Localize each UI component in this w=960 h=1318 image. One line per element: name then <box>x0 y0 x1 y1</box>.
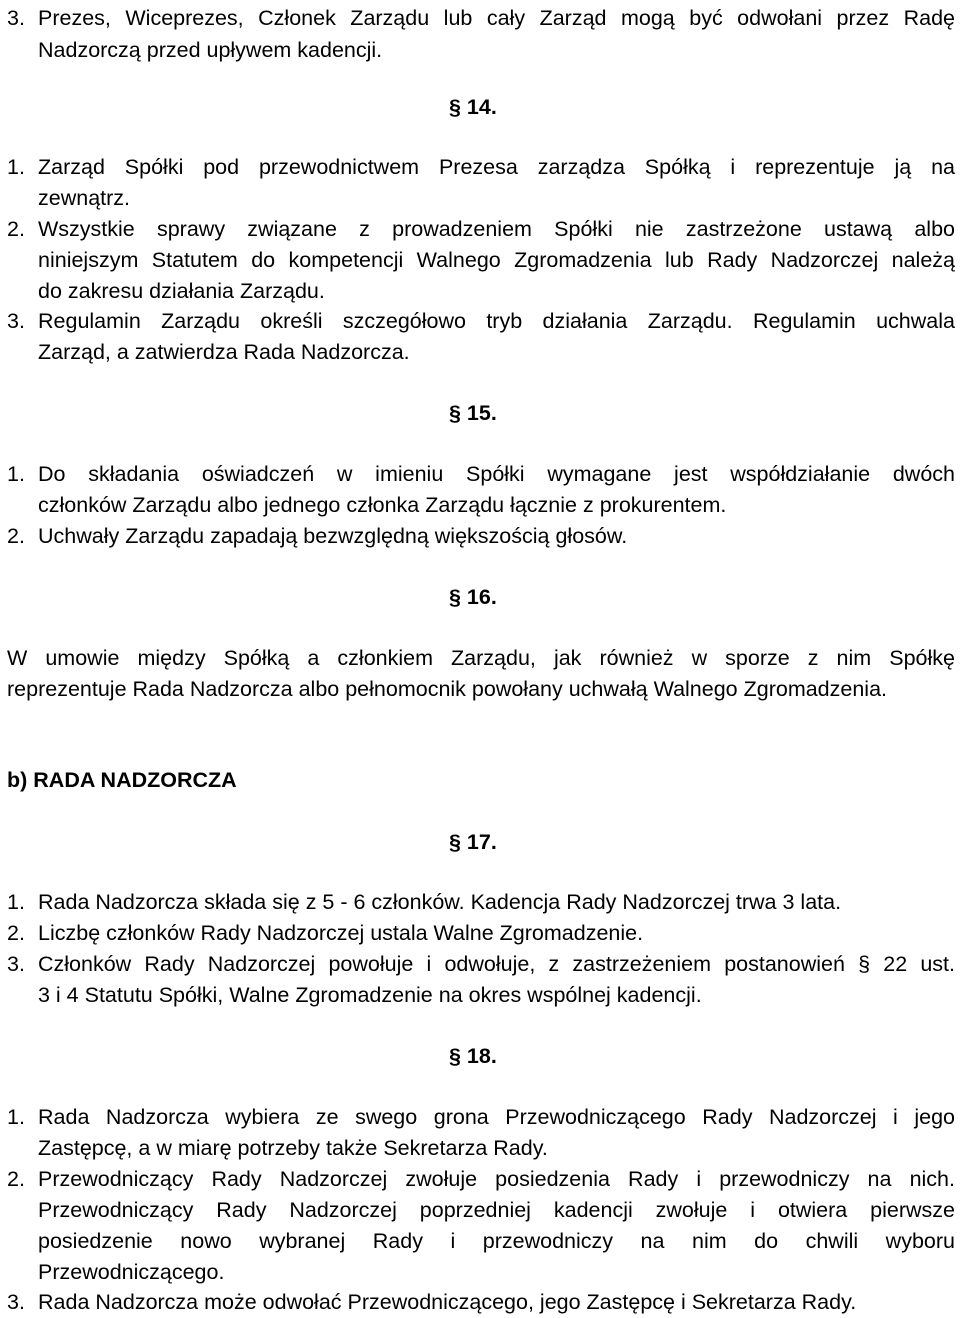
section-heading-15: § 15. <box>449 401 497 425</box>
paragraph-14-1 <box>7 151 955 183</box>
section-heading-18: § 18. <box>449 1044 497 1068</box>
paragraph-text-line: Przewodniczący Rady Nadzorczej poprzedniej kadencji zwołuje i otwiera pierwsze <box>38 1198 955 1222</box>
paragraph-text-line: Uchwały Zarządu zapadają bezwzględną większością głosów. <box>38 524 628 548</box>
paragraph-number: 2. <box>7 217 25 241</box>
paragraph-text-line: zewnątrz. <box>38 186 131 210</box>
paragraph-14-1-continuation <box>38 182 955 214</box>
paragraph-16-continuation <box>7 673 955 705</box>
paragraph-number: 3. <box>7 6 25 30</box>
paragraph-text-line: Członków Rady Nadzorczej powołuje i odwołuje, z zastrzeżeniem postanowień § 22 ust. <box>38 952 955 976</box>
paragraph-number: 1. <box>7 155 25 179</box>
paragraph-text-line: do zakresu działania Zarządu. <box>38 279 325 303</box>
paragraph-15-1 <box>7 458 955 490</box>
paragraph-number: 3. <box>7 952 25 976</box>
paragraph-text-line: Rada Nadzorcza może odwołać Przewodniczącego, jego Zastępcę i Sekretarza Rady. <box>38 1290 857 1314</box>
paragraph-number: 3. <box>7 309 25 333</box>
paragraph-14-2 <box>7 213 955 245</box>
paragraph-number: 1. <box>7 1105 25 1129</box>
paragraph-text-line: Do składania oświadczeń w imieniu Spółki wymagane jest współdziałanie dwóch <box>38 462 955 486</box>
paragraph-18-2-continuation <box>38 1256 955 1288</box>
paragraph-text-line: Przewodniczący Rady Nadzorczej zwołuje posiedzenia Rady i przewodniczy na nich. <box>38 1167 955 1191</box>
paragraph-text-line: Zarząd Spółki pod przewodnictwem Prezesa zarządza Spółką i reprezentuje ją na <box>38 155 955 179</box>
paragraph-text-line: W umowie między Spółką a członkiem Zarządu, jak również w sporze z nim Spółkę <box>7 646 955 670</box>
section-heading-17: § 17. <box>449 830 497 854</box>
paragraph-18-2-continuation <box>38 1225 955 1257</box>
paragraph-17-3-continuation <box>38 979 955 1011</box>
paragraph-17-2 <box>7 917 955 949</box>
paragraph-text-line: Rada Nadzorcza składa się z 5 - 6 członków. Kadencja Rady Nadzorczej trwa 3 lata. <box>38 890 842 914</box>
paragraph-17-1 <box>7 886 955 918</box>
paragraph-18-2 <box>7 1163 955 1195</box>
paragraph-13-3 <box>7 2 955 34</box>
paragraph-number: 3. <box>7 1290 25 1314</box>
paragraph-text-line: Przewodniczącego. <box>38 1260 225 1284</box>
paragraph-text-line: Zarząd, a zatwierdza Rada Nadzorcza. <box>38 340 410 364</box>
paragraph-15-1-continuation <box>38 489 955 521</box>
paragraph-14-3 <box>7 305 955 337</box>
paragraph-text-line: niniejszym Statutem do kompetencji Walnego Zgromadzenia lub Rady Nadzorczej należą <box>38 248 955 272</box>
paragraph-14-2-continuation <box>38 244 955 276</box>
paragraph-14-3-continuation <box>38 336 955 368</box>
paragraph-number: 2. <box>7 524 25 548</box>
paragraph-text-line: Wszystkie sprawy związane z prowadzeniem Spółki nie zastrzeżone ustawą albo <box>38 217 955 241</box>
paragraph-14-2-continuation <box>38 275 955 307</box>
paragraph-number: 1. <box>7 890 25 914</box>
paragraph-15-2 <box>7 520 955 552</box>
section-heading-16: § 16. <box>449 585 497 609</box>
paragraph-text-line: Regulamin Zarządu określi szczegółowo tryb działania Zarządu. Regulamin uchwala <box>38 309 955 333</box>
paragraph-text-line: Zastępcę, a w miarę potrzeby także Sekretarza Rady. <box>38 1136 548 1160</box>
paragraph-text-line: 3 i 4 Statutu Spółki, Walne Zgromadzenie na okres wspólnej kadencji. <box>38 983 702 1007</box>
paragraph-text-line: Liczbę członków Rady Nadzorczej ustala Walne Zgromadzenie. <box>38 921 644 945</box>
paragraph-text-line: posiedzenie nowo wybranej Rady i przewodniczy na nim do chwili wyboru <box>38 1229 955 1253</box>
paragraph-18-1-continuation <box>38 1132 955 1164</box>
paragraph-text-line: Prezes, Wiceprezes, Członek Zarządu lub cały Zarząd mogą być odwołani przez Radę <box>38 6 955 30</box>
paragraph-13-3-continuation <box>38 34 955 66</box>
paragraph-18-1 <box>7 1101 955 1133</box>
paragraph-17-3 <box>7 948 955 980</box>
paragraph-text-line: Rada Nadzorcza wybiera ze swego grona Przewodniczącego Rady Nadzorczej i jego <box>38 1105 955 1129</box>
chapter-title: b) RADA NADZORCZA <box>7 768 237 792</box>
paragraph-text-line: Nadzorczą przed upływem kadencji. <box>38 38 383 62</box>
paragraph-16 <box>7 642 955 674</box>
paragraph-text-line: członków Zarządu albo jednego członka Zarządu łącznie z prokurentem. <box>38 493 727 517</box>
paragraph-number: 2. <box>7 1167 25 1191</box>
paragraph-18-2-continuation <box>38 1194 955 1226</box>
paragraph-18-3 <box>7 1286 955 1318</box>
section-heading-14: § 14. <box>449 95 497 119</box>
paragraph-text-line: reprezentuje Rada Nadzorcza albo pełnomocnik powołany uchwałą Walnego Zgromadzenia. <box>7 677 888 701</box>
paragraph-number: 2. <box>7 921 25 945</box>
paragraph-number: 1. <box>7 462 25 486</box>
